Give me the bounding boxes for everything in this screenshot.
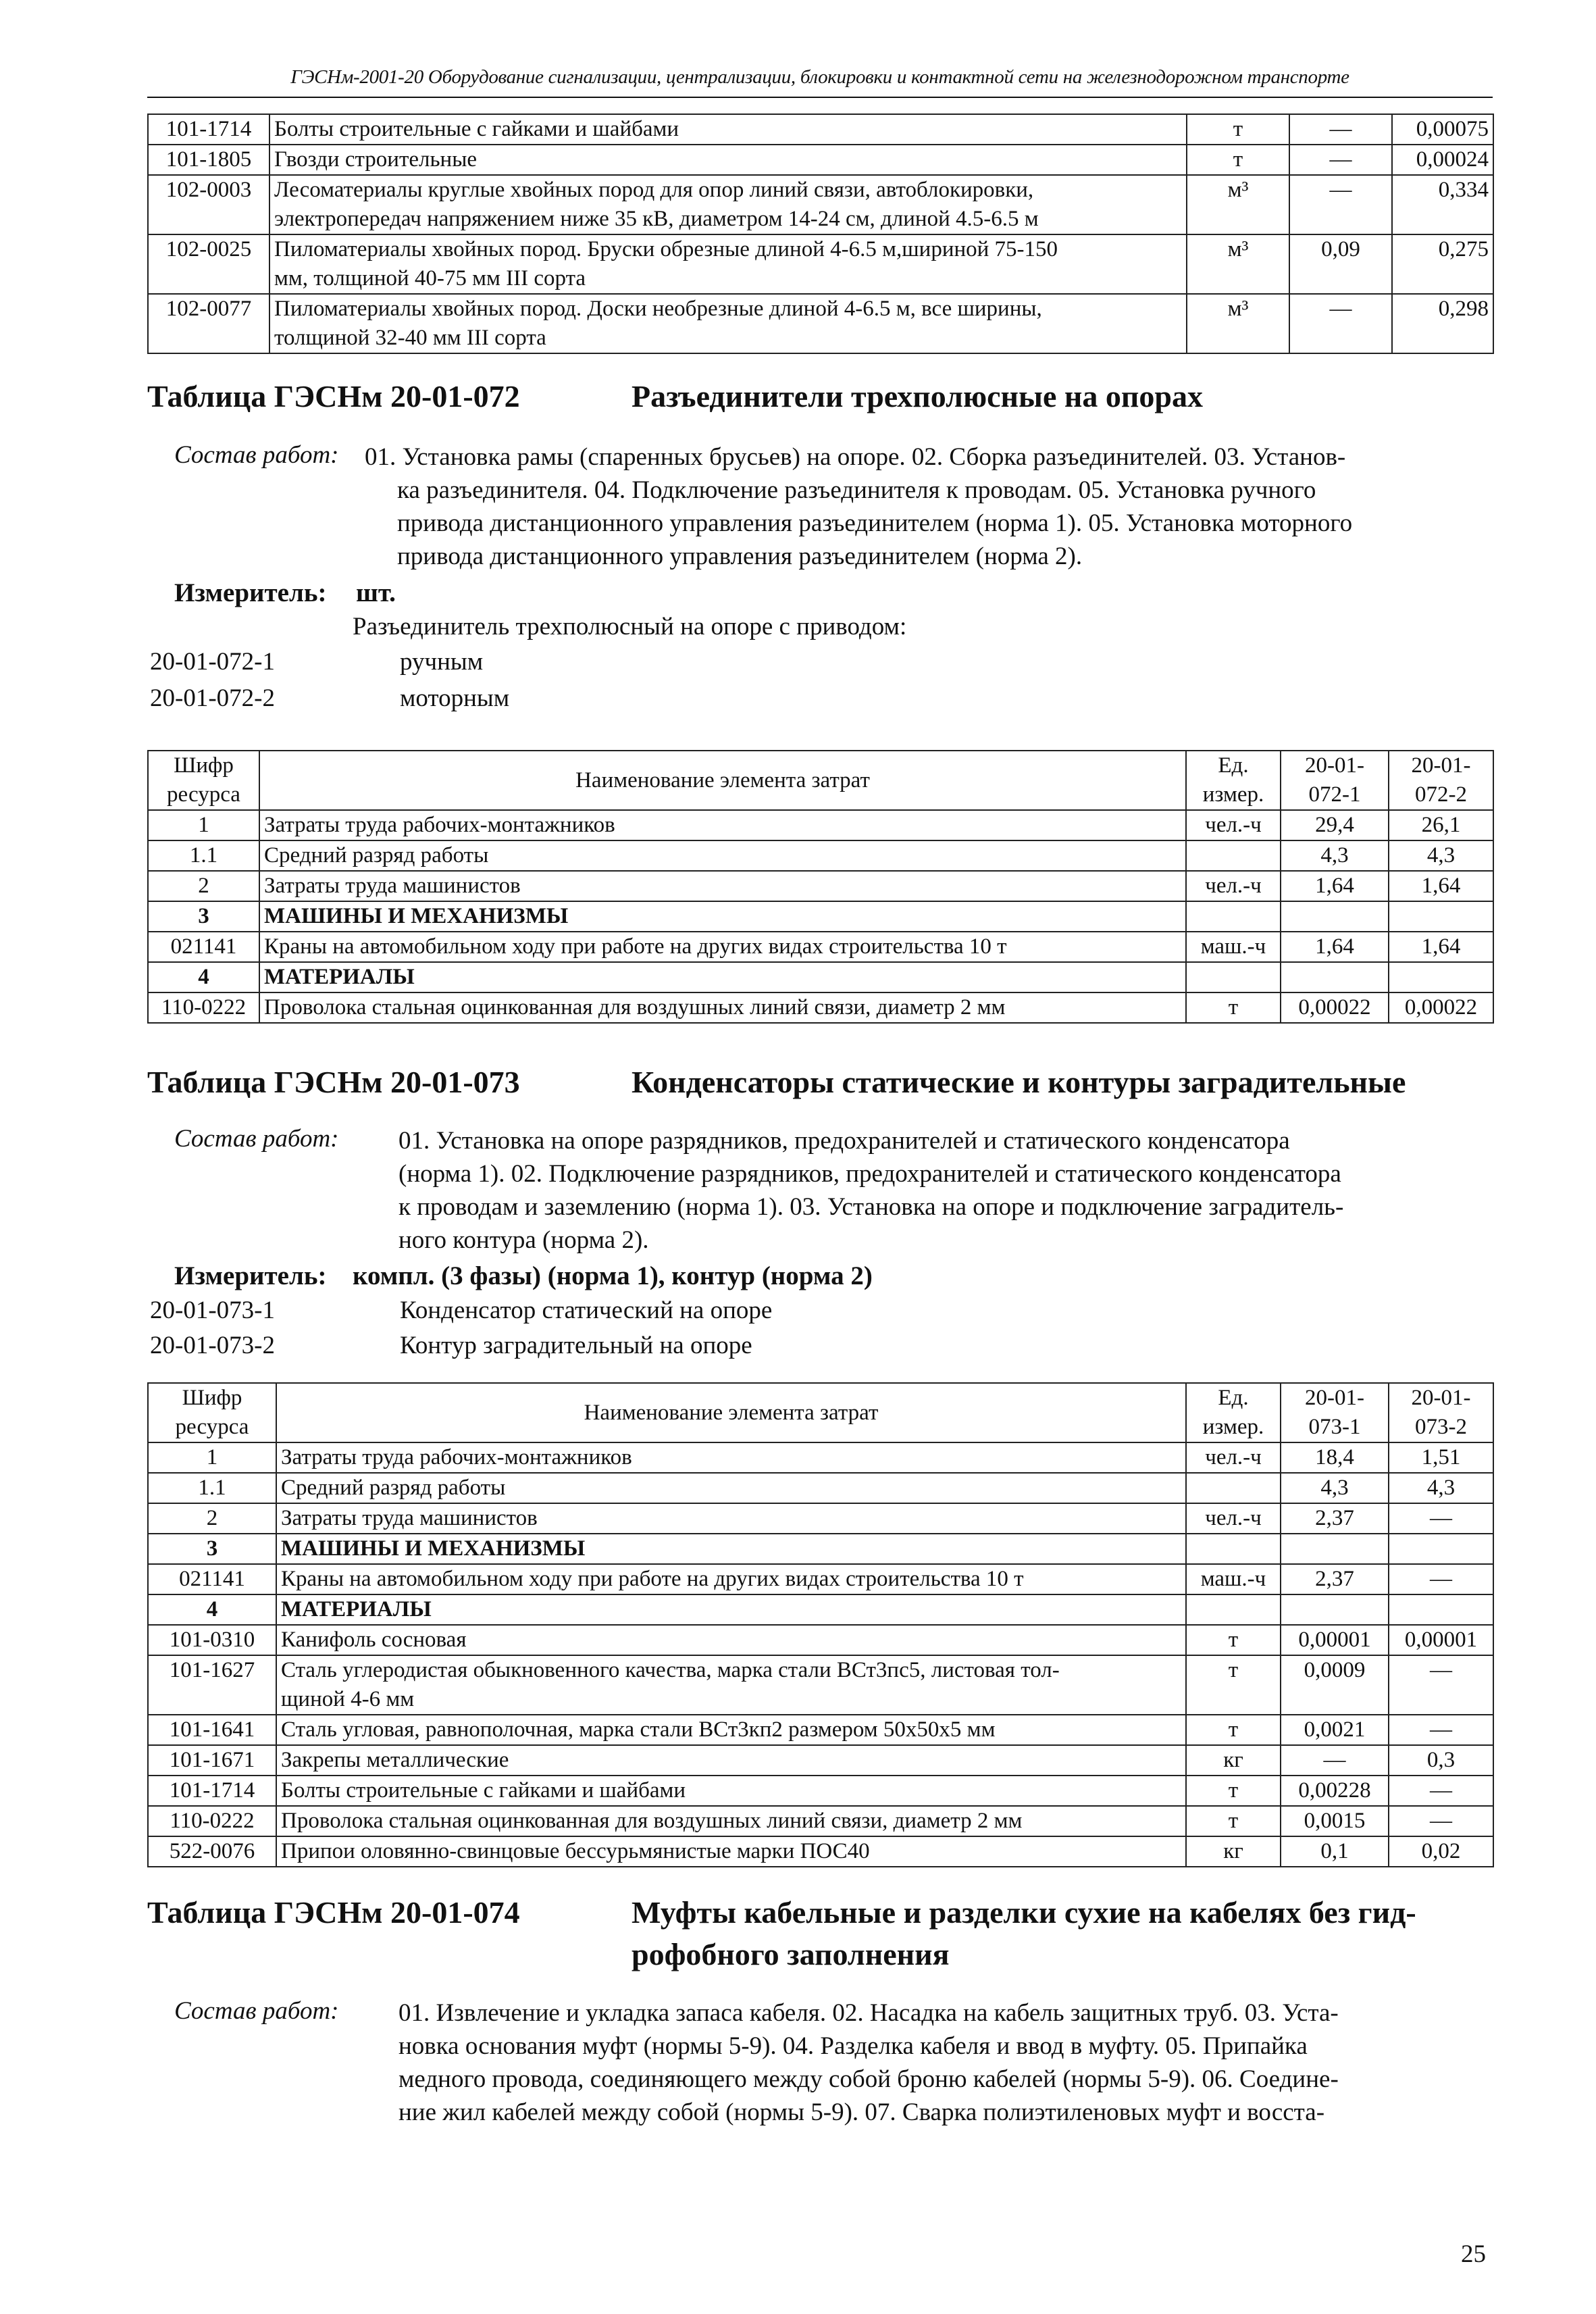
group-row (148, 1534, 1493, 1564)
unit (1186, 840, 1281, 871)
resource-code: 101-1671 (148, 1745, 276, 1776)
section-072-intro: Разъединитель трехполюсный на опоре с приводом: (353, 613, 907, 640)
norm-value-1: — (1289, 114, 1392, 145)
resource-code: 101-1627 (148, 1655, 276, 1715)
norm-value-1: 2,37 (1281, 1564, 1389, 1594)
norm-value-1: 1,64 (1281, 932, 1389, 962)
norm-value-1: 2,37 (1281, 1503, 1389, 1534)
work-line: медного провода, соединяющего между собой броню кабелей (нормы 5-9). 06. Соедине- (398, 2065, 1339, 2093)
unit: м³ (1187, 294, 1289, 353)
resource-name: Затраты труда машинистов (259, 871, 1186, 901)
resource-code: 3 (148, 1534, 276, 1564)
section-073-measure-value: компл. (3 фазы) (норма 1), контур (норма 2) (353, 1261, 873, 1290)
table-header-row (148, 751, 1493, 810)
work-line: привода дистанционного управления разъединителем (норма 2). (397, 543, 1083, 570)
group-row (148, 901, 1493, 932)
resource-name-line: Лесоматериалы круглые хвойных пород для опор линий связи, автоблокировки, (274, 178, 1034, 202)
resource-table-073-body (148, 1442, 1493, 1867)
unit: м³ (1187, 234, 1289, 294)
work-line: к проводам и заземлению (норма 1). 03. Установка на опоре и подключение заградитель- (398, 1193, 1344, 1221)
norm-code: 20-01-073-2 (150, 1332, 275, 1359)
norm-value-1: 4,3 (1281, 840, 1389, 871)
resource-name (269, 175, 1187, 234)
running-header: ГЭСНм-2001-20 Оборудование сигнализации, централизации, блокировки и контактной сети на железнодорожном транспорте (290, 66, 1349, 88)
unit (1186, 1473, 1281, 1503)
unit: т (1186, 1625, 1281, 1655)
resource-code: 101-1714 (148, 1776, 276, 1806)
header-resource-code: Шифр ресурса (148, 1383, 276, 1442)
table-row (148, 1655, 1493, 1715)
table-header-row (148, 1383, 1493, 1442)
table-row (148, 294, 1493, 353)
table-row (148, 1442, 1493, 1473)
unit (1186, 962, 1281, 992)
norm-value-1 (1281, 962, 1389, 992)
norm-value-2: 26,1 (1389, 810, 1493, 840)
resource-name-line: толщиной 32-40 мм III сорта (274, 326, 546, 350)
table-row (148, 932, 1493, 962)
norm-text: Контур заградительный на опоре (400, 1332, 752, 1359)
resource-code: 1 (148, 1442, 276, 1473)
unit: т (1186, 1806, 1281, 1836)
unit: чел.-ч (1186, 1503, 1281, 1534)
norm-value-1 (1281, 1534, 1389, 1564)
unit: т (1186, 992, 1281, 1023)
norm-value-1: 1,64 (1281, 871, 1389, 901)
unit (1186, 901, 1281, 932)
resource-name: Сталь угловая, равнополочная, марка стали ВСт3кп2 размером 50х50х5 мм (276, 1715, 1186, 1745)
section-074-work-label: Состав работ: (174, 1997, 339, 2025)
resource-name: Краны на автомобильном ходу при работе на других видах строительства 10 т (276, 1564, 1186, 1594)
header-resource-code: Шифр ресурса (148, 751, 259, 810)
table-row (148, 1836, 1493, 1867)
resource-code: 021141 (148, 932, 259, 962)
resource-code: 102-0025 (148, 234, 269, 294)
resource-code: 101-0310 (148, 1625, 276, 1655)
resource-name-line: электропередач напряжением ниже 35 кВ, диаметром 14-24 см, длиной 4.5-6.5 м (274, 207, 1039, 231)
unit: м³ (1187, 175, 1289, 234)
resource-name: Средний разряд работы (276, 1473, 1186, 1503)
work-line: привода дистанционного управления разъединителем (норма 1). 05. Установка моторного (397, 509, 1353, 537)
norm-code: 20-01-072-1 (150, 648, 275, 676)
materials-continuation-table (147, 114, 1494, 354)
resource-name (269, 145, 1187, 175)
table-row (148, 1806, 1493, 1836)
section-074-work-text (398, 1996, 1493, 2129)
resource-name: Припои оловянно-свинцовые бессурьмянистые марки ПОС40 (276, 1836, 1186, 1867)
unit: чел.-ч (1186, 1442, 1281, 1473)
table-row (148, 1776, 1493, 1806)
resource-code: 1 (148, 810, 259, 840)
section-073-code: Таблица ГЭСНм 20-01-073 (147, 1065, 520, 1099)
norm-value-1: 4,3 (1281, 1473, 1389, 1503)
work-line: 01. Установка рамы (спаренных брусьев) на опоре. 02. Сборка разъединителей. 03. Установ- (365, 443, 1346, 471)
section-072-work-text (365, 441, 1493, 573)
unit (1186, 1594, 1281, 1625)
work-line: ние жил кабелей между собой (нормы 5-9). 07. Сварка полиэтиленовых муфт и восста- (398, 2098, 1325, 2126)
work-line: 01. Установка на опоре разрядников, предохранителей и статического конденсатора (398, 1127, 1290, 1155)
work-line: (норма 1). 02. Подключение разрядников, предохранителей и статического конденсатора (398, 1160, 1341, 1188)
norm-text: моторным (400, 684, 510, 712)
norm-value-2: — (1389, 1503, 1493, 1534)
resource-table-072-body (148, 810, 1493, 1023)
norm-value-2: 0,3 (1389, 1745, 1493, 1776)
resource-name-line: Болты строительные с гайками и шайбами (274, 117, 679, 141)
resource-code: 102-0003 (148, 175, 269, 234)
norm-value-1 (1281, 901, 1389, 932)
resource-name: Проволока стальная оцинкованная для воздушных линий связи, диаметр 2 мм (276, 1806, 1186, 1836)
table-row (148, 114, 1493, 145)
section-072-measure-label: Измеритель: (174, 578, 327, 607)
table-row (148, 234, 1493, 294)
header-norm-1: 20-01- 073-1 (1281, 1383, 1389, 1442)
resource-table-073 (147, 1382, 1494, 1867)
unit: маш.-ч (1186, 1564, 1281, 1594)
resource-name (269, 114, 1187, 145)
norm-value-2: 1,64 (1389, 932, 1493, 962)
norm-value-2: — (1389, 1715, 1493, 1745)
norm-value-2: 0,00022 (1389, 992, 1493, 1023)
title-line: рофобного заполнения (632, 1937, 950, 1971)
norm-value-1: 0,0021 (1281, 1715, 1389, 1745)
resource-code: 110-0222 (148, 992, 259, 1023)
resource-code: 102-0077 (148, 294, 269, 353)
norm-value-1: 0,1 (1281, 1836, 1389, 1867)
table-row (148, 840, 1493, 871)
unit: чел.-ч (1186, 810, 1281, 840)
section-073-work-label: Состав работ: (174, 1125, 339, 1153)
table-row (148, 810, 1493, 840)
table-row (148, 1715, 1493, 1745)
section-074-code: Таблица ГЭСНм 20-01-074 (147, 1895, 520, 1930)
resource-name: Затраты труда машинистов (276, 1503, 1186, 1534)
norm-value-2: 0,00001 (1389, 1625, 1493, 1655)
resource-name-line: Пиломатериалы хвойных пород. Доски необрезные длиной 4-6.5 м, все ширины, (274, 297, 1042, 321)
norm-text: ручным (400, 648, 484, 676)
norm-value-2: 0,00075 (1392, 114, 1493, 145)
header-norm-2: 20-01- 073-2 (1389, 1383, 1493, 1442)
norm-value-2: — (1389, 1806, 1493, 1836)
resource-name: Сталь углеродистая обыкновенного качества, марка стали ВСт3пс5, листовая тол- щиной 4-6 мм (276, 1655, 1186, 1715)
resource-name: Болты строительные с гайками и шайбами (276, 1776, 1186, 1806)
resource-name (269, 294, 1187, 353)
header-norm-2: 20-01- 072-2 (1389, 751, 1493, 810)
work-line: ка разъединителя. 04. Подключение разъединителя к проводам. 05. Установка ручного (397, 476, 1316, 504)
norm-value-2: — (1389, 1564, 1493, 1594)
resource-code: 2 (148, 1503, 276, 1534)
resource-code: 021141 (148, 1564, 276, 1594)
resource-code: 101-1641 (148, 1715, 276, 1745)
resource-name: Канифоль сосновая (276, 1625, 1186, 1655)
resource-code: 110-0222 (148, 1806, 276, 1836)
section-072-code: Таблица ГЭСНм 20-01-072 (147, 379, 520, 413)
unit: кг (1186, 1836, 1281, 1867)
section-072-work-label: Состав работ: (174, 441, 339, 469)
norm-text: Конденсатор статический на опоре (400, 1297, 773, 1324)
resource-code: 4 (148, 1594, 276, 1625)
norm-value-2 (1389, 901, 1493, 932)
norm-value-2: 0,298 (1392, 294, 1493, 353)
work-line: ного контура (норма 2). (398, 1226, 649, 1254)
unit: т (1187, 145, 1289, 175)
unit: т (1186, 1715, 1281, 1745)
work-line: новка основания муфт (нормы 5-9). 04. Разделка кабеля и ввод в муфту. 05. Припайка (398, 2032, 1308, 2060)
table-row (148, 175, 1493, 234)
resource-name-line: Гвозди строительные (274, 147, 478, 172)
resource-name: Закрепы металлические (276, 1745, 1186, 1776)
header-cost-element: Наименование элемента затрат (259, 751, 1186, 810)
table-row (148, 1625, 1493, 1655)
unit: кг (1186, 1745, 1281, 1776)
resource-name: Средний разряд работы (259, 840, 1186, 871)
header-unit: Ед. измер. (1186, 751, 1281, 810)
resource-code: 522-0076 (148, 1836, 276, 1867)
norm-value-1: — (1289, 175, 1392, 234)
resource-name-line: Пиломатериалы хвойных пород. Бруски обрезные длиной 4-6.5 м,шириной 75-150 (274, 237, 1058, 261)
header-rule (147, 97, 1493, 98)
norm-value-2: 4,3 (1389, 840, 1493, 871)
norm-value-2: 0,00024 (1392, 145, 1493, 175)
resource-code: 101-1805 (148, 145, 269, 175)
norm-value-1 (1281, 1594, 1389, 1625)
unit: т (1186, 1655, 1281, 1715)
title-line: Муфты кабельные и разделки сухие на кабелях без гид- (632, 1895, 1416, 1930)
norm-value-1: 18,4 (1281, 1442, 1389, 1473)
norm-value-2: — (1389, 1776, 1493, 1806)
table-row (148, 1473, 1493, 1503)
norm-value-1: 0,09 (1289, 234, 1392, 294)
norm-value-1: 0,00001 (1281, 1625, 1389, 1655)
resource-name (269, 234, 1187, 294)
table-row (148, 1745, 1493, 1776)
norm-value-1: 0,0009 (1281, 1655, 1389, 1715)
norm-value-1: — (1289, 145, 1392, 175)
resource-code: 1.1 (148, 840, 259, 871)
section-073-title: Конденсаторы статические и контуры заградительные (632, 1065, 1406, 1099)
norm-code: 20-01-072-2 (150, 684, 275, 712)
table-row (148, 1564, 1493, 1594)
section-072-title: Разъединители трехполюсные на опорах (632, 379, 1203, 413)
table-row (148, 992, 1493, 1023)
resource-name: Затраты труда рабочих-монтажников (259, 810, 1186, 840)
norm-value-2 (1389, 1594, 1493, 1625)
work-line: 01. Извлечение и укладка запаса кабеля. 02. Насадка на кабель защитных труб. 03. Уста- (398, 1999, 1339, 2027)
resource-code: 3 (148, 901, 259, 932)
header-norm-1: 20-01- 072-1 (1281, 751, 1389, 810)
group-row (148, 962, 1493, 992)
page-number: 25 (1461, 2240, 1486, 2268)
continuation-table-body (148, 114, 1493, 353)
unit: чел.-ч (1186, 871, 1281, 901)
table-row (148, 871, 1493, 901)
resource-code: 101-1714 (148, 114, 269, 145)
norm-value-1: 0,00228 (1281, 1776, 1389, 1806)
resource-name: Проволока стальная оцинкованная для воздушных линий связи, диаметр 2 мм (259, 992, 1186, 1023)
group-row (148, 1594, 1493, 1625)
norm-value-2: 0,02 (1389, 1836, 1493, 1867)
resource-code: 1.1 (148, 1473, 276, 1503)
norm-value-2: 1,64 (1389, 871, 1493, 901)
section-073-measure-label: Измеритель: (174, 1261, 327, 1290)
resource-name: Краны на автомобильном ходу при работе на других видах строительства 10 т (259, 932, 1186, 962)
unit (1186, 1534, 1281, 1564)
norm-value-2: 0,334 (1392, 175, 1493, 234)
norm-value-2: 1,51 (1389, 1442, 1493, 1473)
section-074-title (632, 1892, 1496, 1976)
resource-name: Затраты труда рабочих-монтажников (276, 1442, 1186, 1473)
norm-value-2: — (1389, 1655, 1493, 1715)
norm-value-1: — (1281, 1745, 1389, 1776)
table-row (148, 1503, 1493, 1534)
norm-code: 20-01-073-1 (150, 1297, 275, 1324)
norm-value-2 (1389, 962, 1493, 992)
resource-code: 2 (148, 871, 259, 901)
norm-value-1: 0,00022 (1281, 992, 1389, 1023)
resource-name-line: мм, толщиной 40-75 мм III сорта (274, 266, 586, 291)
unit: т (1187, 114, 1289, 145)
resource-name: МАТЕРИАЛЫ (259, 962, 1186, 992)
resource-name: МАШИНЫ И МЕХАНИЗМЫ (259, 901, 1186, 932)
section-072-measure-value: шт. (356, 578, 396, 607)
table-row (148, 145, 1493, 175)
norm-value-2 (1389, 1534, 1493, 1564)
norm-value-1: 29,4 (1281, 810, 1389, 840)
resource-name: МАТЕРИАЛЫ (276, 1594, 1186, 1625)
norm-value-2: 4,3 (1389, 1473, 1493, 1503)
resource-table-072 (147, 750, 1494, 1024)
norm-value-2: 0,275 (1392, 234, 1493, 294)
norm-value-1: — (1289, 294, 1392, 353)
resource-name: МАШИНЫ И МЕХАНИЗМЫ (276, 1534, 1186, 1564)
header-unit: Ед. измер. (1186, 1383, 1281, 1442)
norm-value-1: 0,0015 (1281, 1806, 1389, 1836)
unit: т (1186, 1776, 1281, 1806)
unit: маш.-ч (1186, 932, 1281, 962)
header-cost-element: Наименование элемента затрат (276, 1383, 1186, 1442)
section-073-work-text (398, 1124, 1493, 1257)
resource-code: 4 (148, 962, 259, 992)
